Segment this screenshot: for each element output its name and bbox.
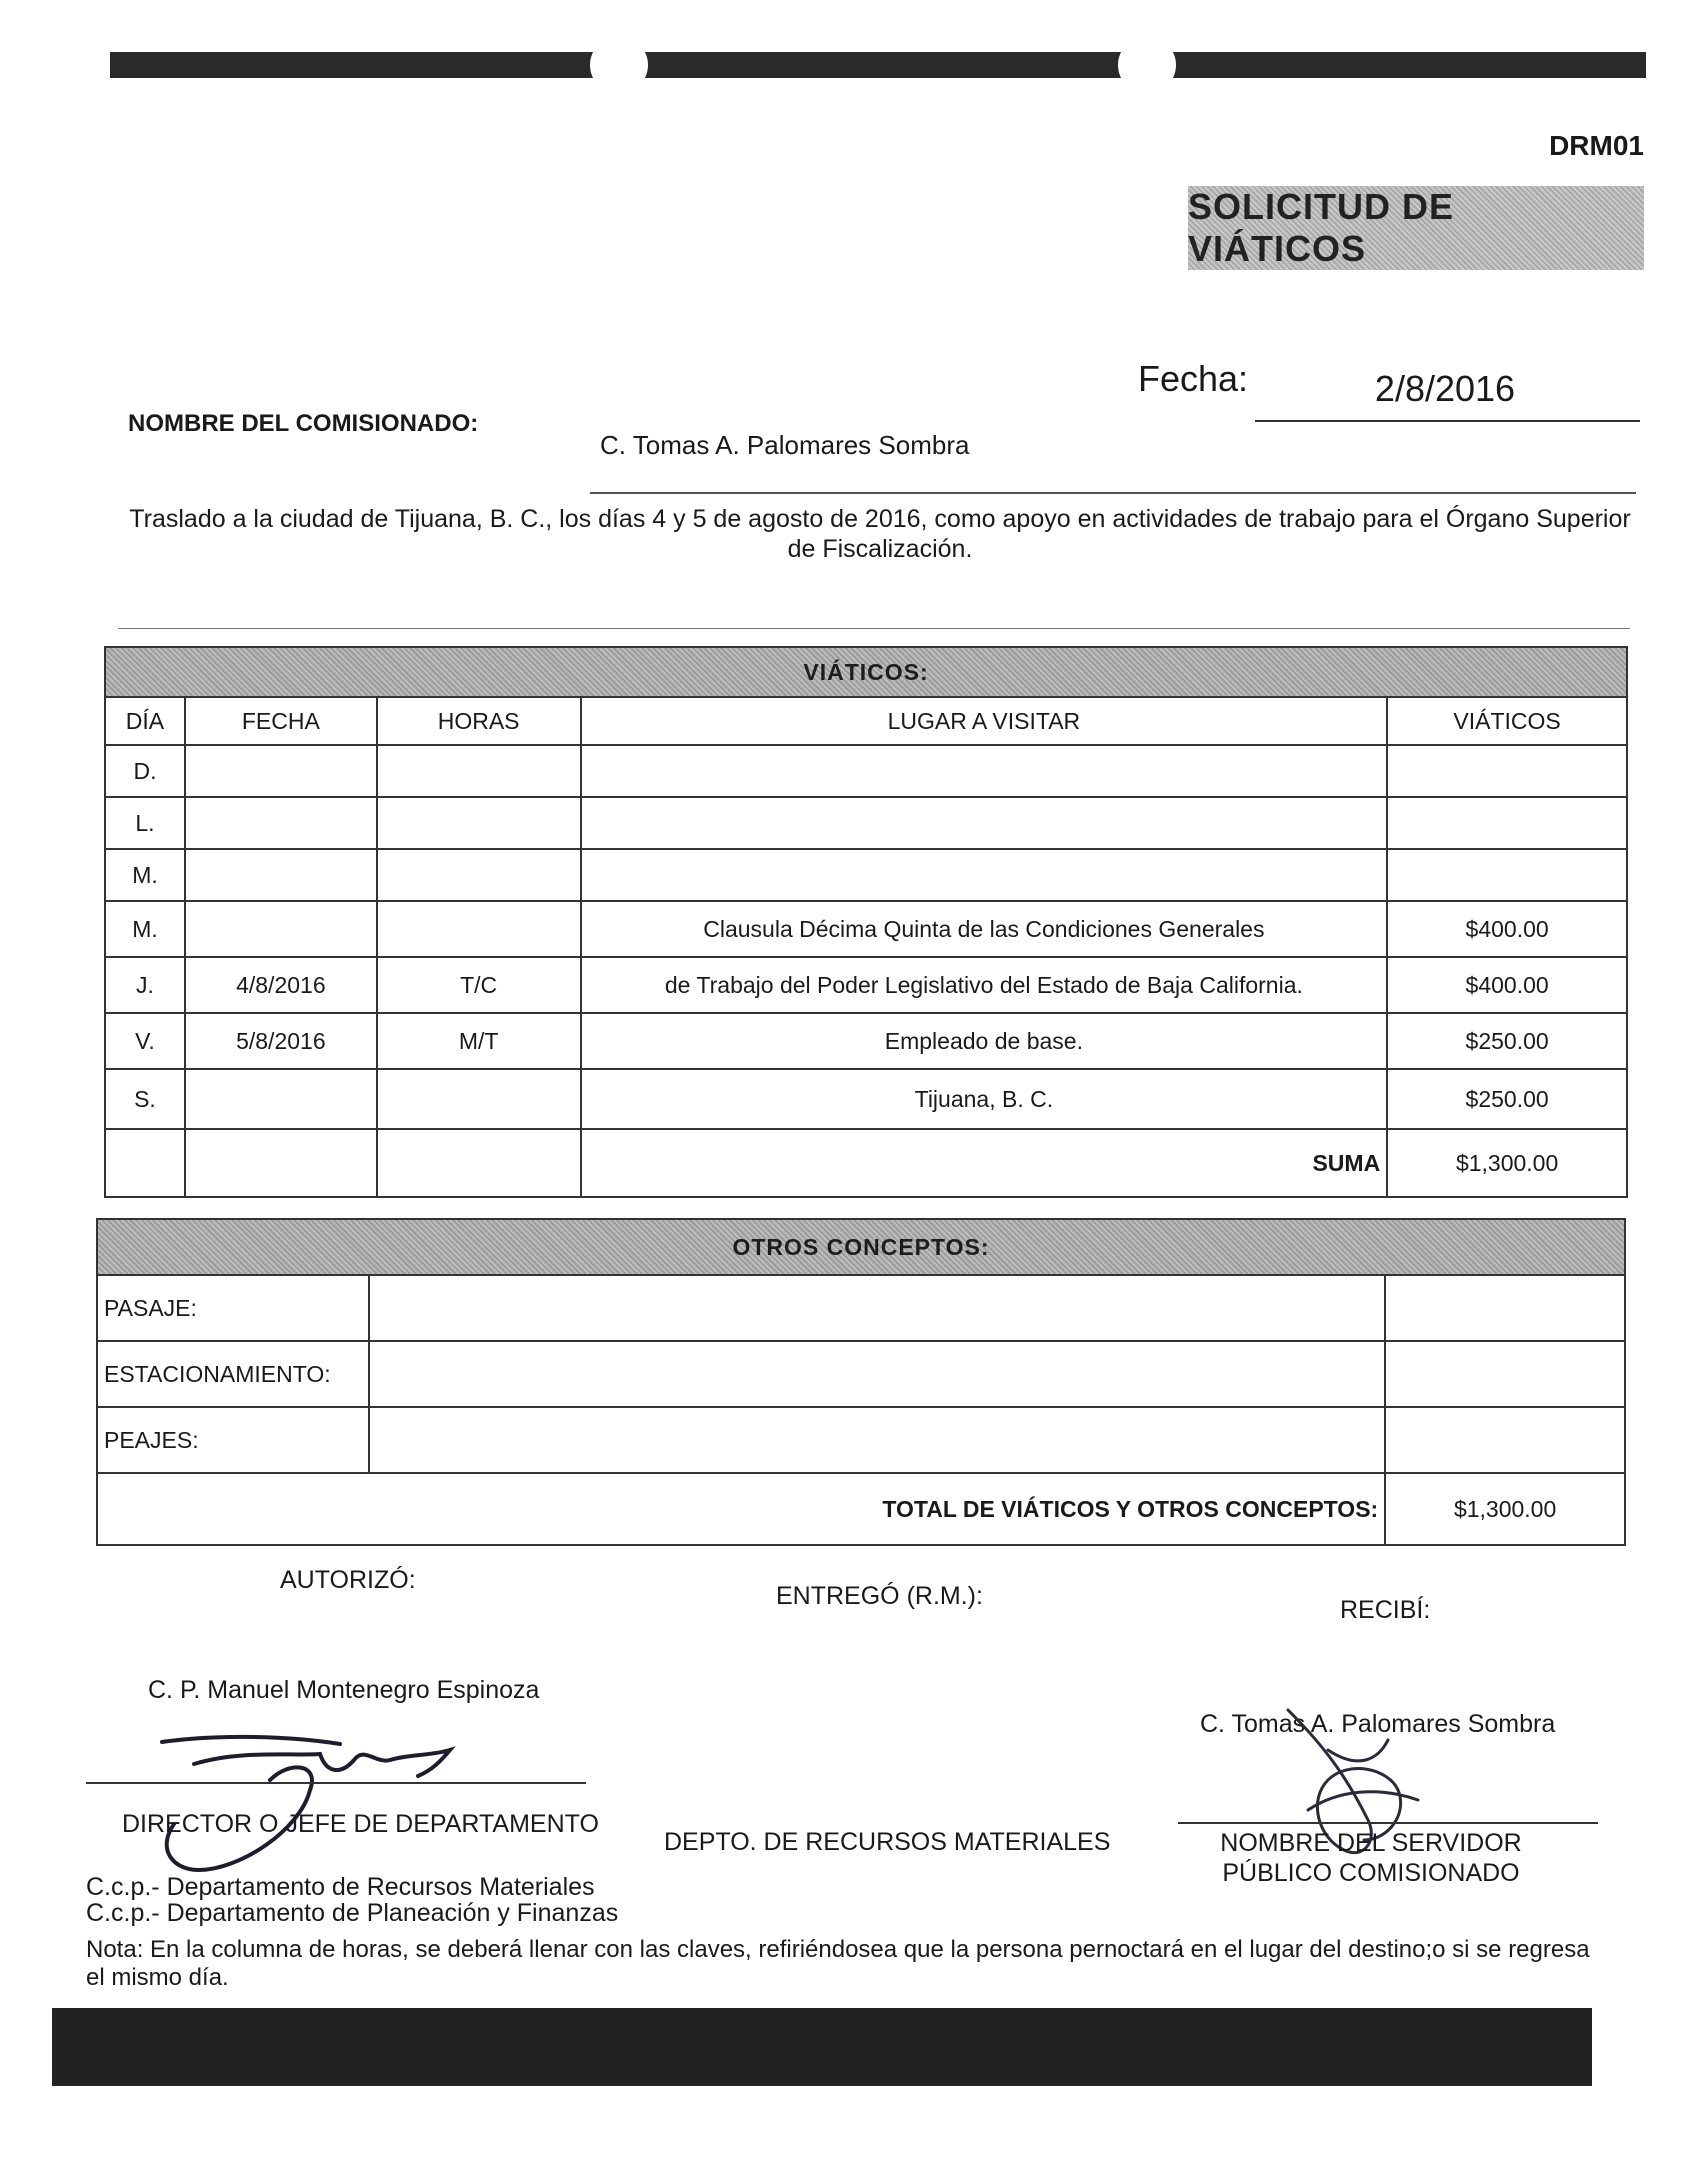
row-lugar (581, 797, 1388, 849)
row-lugar (581, 849, 1388, 901)
table-row (105, 957, 1627, 1013)
viaticos-band: VIÁTICOS: (105, 647, 1627, 697)
row-blank (1385, 1341, 1625, 1407)
fecha-value: 2/8/2016 (1374, 368, 1516, 409)
table-row (105, 849, 1627, 901)
row-blank (369, 1407, 1385, 1473)
autorizo-title: DIRECTOR O JEFE DE DEPARTAMENTO (122, 1810, 599, 1838)
row-lugar: Tijuana, B. C. (581, 1069, 1388, 1129)
autorizo-label: AUTORIZÓ: (280, 1566, 416, 1594)
row-dia: S. (105, 1069, 185, 1129)
suma-value: $1,300.00 (1387, 1129, 1627, 1197)
pasaje-label: PASAJE: (97, 1275, 369, 1341)
total-row (97, 1473, 1625, 1545)
row-fecha (185, 797, 377, 849)
row-fecha (185, 1069, 377, 1129)
suma-row (105, 1129, 1627, 1197)
trip-description: Traslado a la ciudad de Tijuana, B. C., los días 4 y 5 de agosto de 2016, como apoyo en actividades de trabajo para el Órgano Superior de Fiscalización. (129, 505, 1631, 563)
table-row (97, 1407, 1625, 1473)
row-monto (1387, 849, 1627, 901)
otros-conceptos-table (96, 1218, 1626, 1546)
row-horas (377, 797, 581, 849)
row-horas (377, 745, 581, 797)
otros-band: OTROS CONCEPTOS: (97, 1219, 1625, 1275)
table-row (105, 901, 1627, 957)
row-dia: J. (105, 957, 185, 1013)
row-fecha: 5/8/2016 (185, 1013, 377, 1069)
fecha-label: Fecha: (1138, 358, 1249, 399)
suma-label: SUMA (581, 1129, 1388, 1197)
row-monto (1387, 797, 1627, 849)
row-horas: M/T (377, 1013, 581, 1069)
row-monto: $250.00 (1387, 1069, 1627, 1129)
table-row (97, 1341, 1625, 1407)
table-row (105, 1013, 1627, 1069)
header-fecha: FECHA (185, 697, 377, 745)
header-viaticos: VIÁTICOS (1387, 697, 1627, 745)
row-blank (377, 1129, 581, 1197)
total-value: $1,300.00 (1385, 1473, 1625, 1545)
total-label: TOTAL DE VIÁTICOS Y OTROS CONCEPTOS: (97, 1473, 1385, 1545)
form-code: DRM01 (1549, 130, 1644, 161)
row-blank (1385, 1275, 1625, 1341)
form-title: SOLICITUD DE VIÁTICOS (1188, 186, 1455, 269)
row-dia: D. (105, 745, 185, 797)
punch-hole (1118, 36, 1176, 94)
recibi-title: NOMBRE DEL SERVIDOR PÚBLICO COMISIONADO (1220, 1829, 1522, 1887)
table-row (105, 745, 1627, 797)
autorizo-line (86, 1782, 586, 1784)
recibi-line (1178, 1822, 1598, 1824)
row-blank (1385, 1407, 1625, 1473)
autorizo-signature (150, 1720, 480, 1890)
row-blank (105, 1129, 185, 1197)
top-bar (110, 52, 1646, 78)
row-horas: T/C (377, 957, 581, 1013)
row-dia: L. (105, 797, 185, 849)
viaticos-table (104, 646, 1628, 1198)
row-lugar: Clausula Décima Quinta de las Condiciones Generales (581, 901, 1388, 957)
bottom-bar (52, 2008, 1592, 2086)
divider (118, 628, 1630, 629)
row-monto: $250.00 (1387, 1013, 1627, 1069)
row-dia: V. (105, 1013, 185, 1069)
row-fecha: 4/8/2016 (185, 957, 377, 1013)
row-fecha (185, 901, 377, 957)
row-fecha (185, 745, 377, 797)
table-row (97, 1275, 1625, 1341)
row-monto: $400.00 (1387, 901, 1627, 957)
ccp-line-2: C.c.p.- Departamento de Planeación y Finanzas (86, 1899, 619, 1927)
row-fecha (185, 849, 377, 901)
header-horas: HORAS (377, 697, 581, 745)
comisionado-value: C. Tomas A. Palomares Sombra (600, 430, 970, 460)
peajes-label: PEAJES: (97, 1407, 369, 1473)
row-dia: M. (105, 901, 185, 957)
row-monto (1387, 745, 1627, 797)
row-lugar (581, 745, 1388, 797)
row-blank (369, 1275, 1385, 1341)
row-monto: $400.00 (1387, 957, 1627, 1013)
recibi-name: C. Tomas A. Palomares Sombra (1200, 1710, 1556, 1738)
comisionado-underline (590, 492, 1636, 494)
header-lugar: LUGAR A VISITAR (581, 697, 1388, 745)
autorizo-name: C. P. Manuel Montenegro Espinoza (148, 1676, 540, 1704)
recibi-label: RECIBÍ: (1340, 1596, 1431, 1624)
fecha-underline (1255, 420, 1640, 422)
row-lugar: Empleado de base. (581, 1013, 1388, 1069)
table-row (105, 797, 1627, 849)
row-lugar: de Trabajo del Poder Legislativo del Estado de Baja California. (581, 957, 1388, 1013)
entrego-title: DEPTO. DE RECURSOS MATERIALES (664, 1828, 1111, 1856)
row-blank (185, 1129, 377, 1197)
ccp-line-1: C.c.p.- Departamento de Recursos Materiales (86, 1873, 595, 1901)
form-title-box (1188, 186, 1644, 270)
table-row (105, 1069, 1627, 1129)
nota: Nota: En la columna de horas, se deberá llenar con las claves, refiriéndosea que la persona pernoctará en el lugar del destino;o si se regresa el mismo día. (86, 1936, 1590, 1991)
row-dia: M. (105, 849, 185, 901)
estacionamiento-label: ESTACIONAMIENTO: (97, 1341, 369, 1407)
comisionado-label: NOMBRE DEL COMISIONADO: (128, 410, 479, 437)
header-dia: DÍA (105, 697, 185, 745)
row-horas (377, 901, 581, 957)
row-blank (369, 1341, 1385, 1407)
entrego-label: ENTREGÓ (R.M.): (776, 1582, 983, 1610)
row-horas (377, 1069, 581, 1129)
punch-hole (590, 36, 648, 94)
row-horas (377, 849, 581, 901)
